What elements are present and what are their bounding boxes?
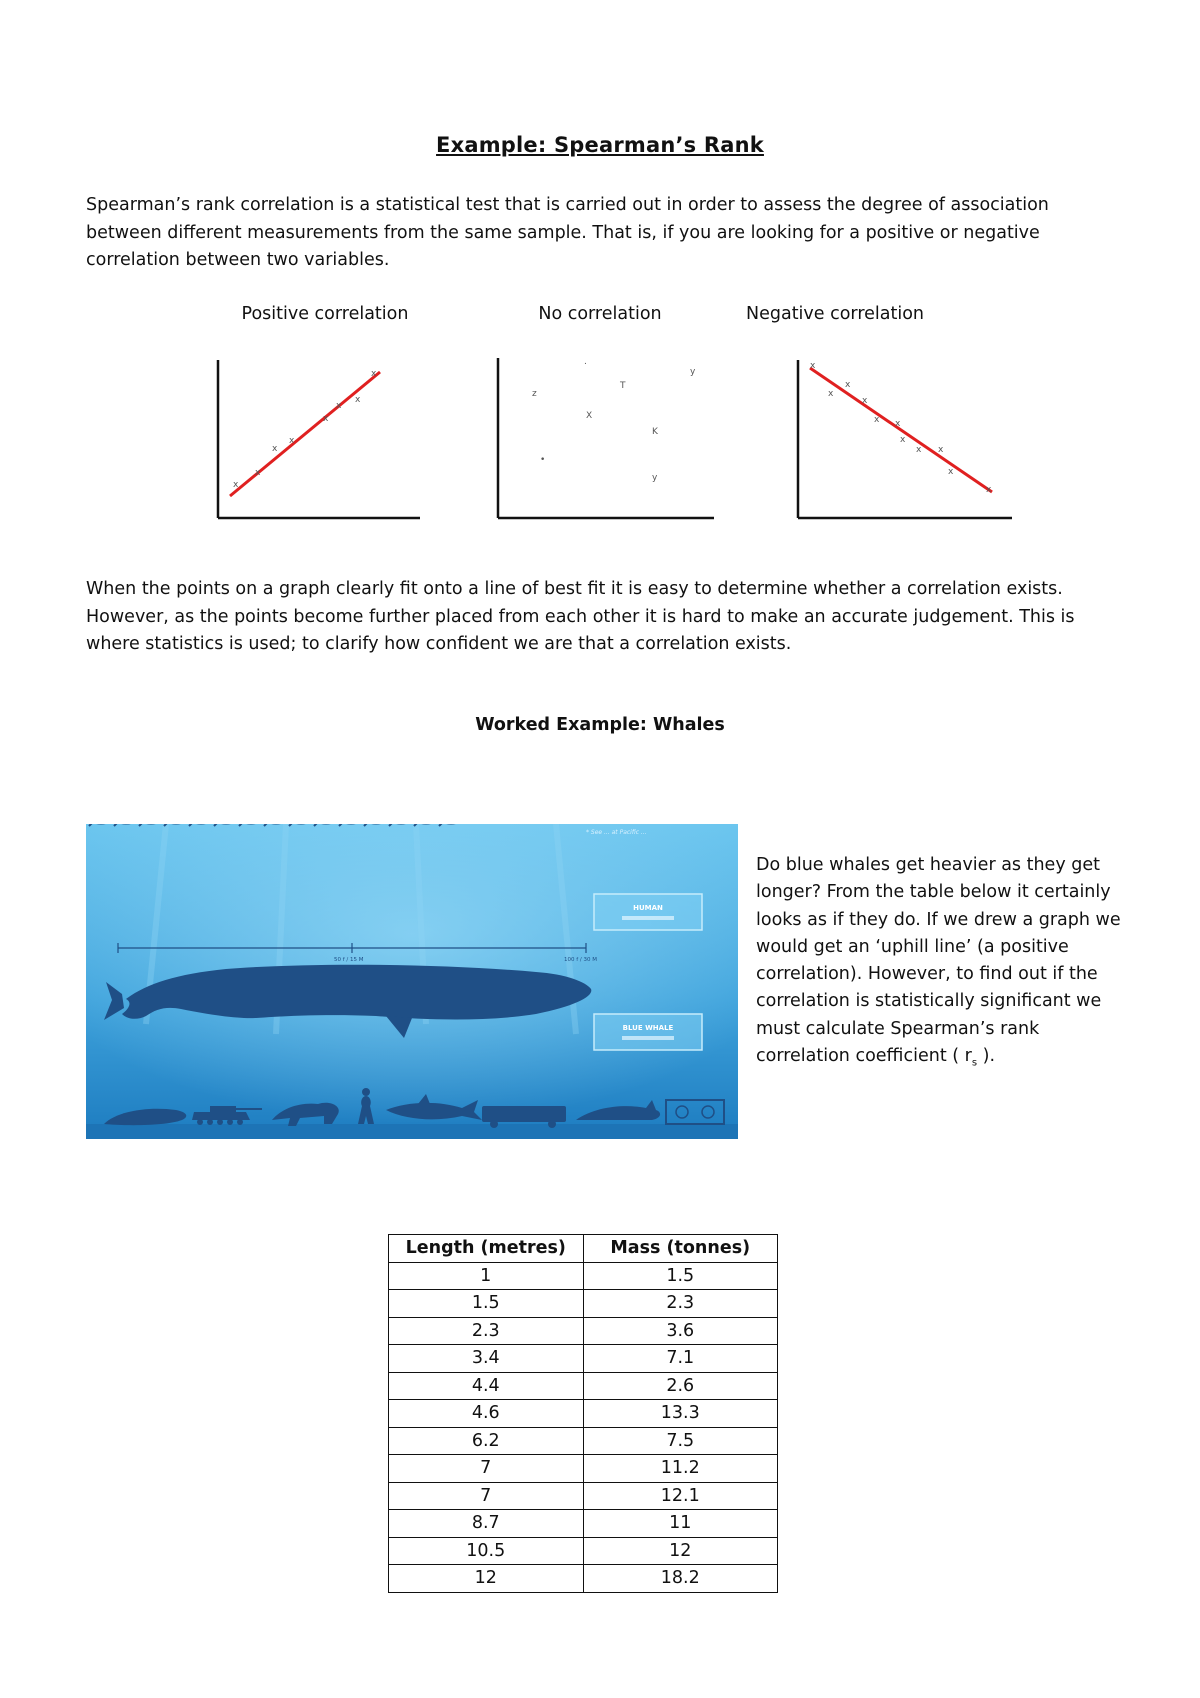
table-row <box>389 1537 778 1565</box>
blue-whale-label: BLUE WHALE <box>622 1024 674 1032</box>
svg-text:x: x <box>900 435 906 445</box>
svg-text:x: x <box>272 444 278 454</box>
length-cell: 12 <box>389 1565 584 1593</box>
table-row <box>389 1317 778 1345</box>
svg-text:x: x <box>874 415 880 425</box>
page-title: Example: Spearman’s Rank <box>436 133 764 157</box>
mass-cell: 2.6 <box>583 1372 778 1400</box>
svg-text:K: K <box>652 427 658 437</box>
svg-text:x: x <box>289 436 295 446</box>
svg-text:x: x <box>948 467 954 477</box>
svg-text:x: x <box>986 485 992 495</box>
svg-text:x: x <box>233 480 239 490</box>
whale-size-comparison-image <box>86 824 738 1139</box>
worked-example-heading: Worked Example: Whales <box>475 715 725 735</box>
scale-mid-label: 50 f / 15 M <box>334 957 364 963</box>
svg-text:x: x <box>862 396 868 406</box>
mass-cell: 12.1 <box>583 1482 778 1510</box>
length-cell: 1 <box>389 1262 584 1290</box>
table-body <box>389 1262 778 1592</box>
table-header-row <box>389 1235 778 1263</box>
svg-text:x: x <box>810 361 816 371</box>
intro-paragraph: Spearman’s rank correlation is a statistical test that is carried out in order to assess the degree of association between different measurements from the same sample. That is, if you are looking for a positive or negative correlation between two variables. <box>86 195 1049 270</box>
svg-text:x: x <box>916 445 922 455</box>
svg-text:x: x <box>323 414 329 424</box>
table-row <box>389 1510 778 1538</box>
explanation-paragraph: When the points on a graph clearly fit onto a line of best fit it is easy to determine whether a correlation exists. However, as the points become further placed from each other it is hard to make an accurate judgement. This is where statistics is used; to clarify how confident we are that a correlation exists. <box>86 579 1075 654</box>
table-row <box>389 1482 778 1510</box>
table-row <box>389 1427 778 1455</box>
human-label: HUMAN <box>633 904 663 912</box>
length-cell: 2.3 <box>389 1317 584 1345</box>
scale-end-label: 100 f / 30 M <box>564 957 598 963</box>
table-row <box>389 1400 778 1428</box>
mass-column-header: Mass (tonnes) <box>583 1235 778 1263</box>
table-row <box>389 1290 778 1318</box>
mass-cell: 2.3 <box>583 1290 778 1318</box>
side-text-body: Do blue whales get heavier as they get longer? From the table below it certainly looks as if they do. If we drew a graph we would get an ‘uphill line’ (a positive correlation). However, to find out if the correlation is statistically significant we must calculate Spearman’s rank correlation coefficient <box>756 855 1121 1067</box>
mass-cell: 7.1 <box>583 1345 778 1373</box>
mass-cell: 3.6 <box>583 1317 778 1345</box>
negative-correlation-graph <box>790 354 1014 526</box>
coefficient-symbol <box>952 1046 996 1069</box>
svg-text:y: y <box>690 367 696 377</box>
svg-text:* See ... at Pacific ...: * See ... at Pacific ... <box>586 829 647 836</box>
coefficient-subscript: s <box>971 1057 978 1069</box>
length-cell: 6.2 <box>389 1427 584 1455</box>
table-row <box>389 1455 778 1483</box>
whale-data-table <box>388 1234 778 1593</box>
svg-text:z: z <box>532 389 537 399</box>
length-cell: 8.7 <box>389 1510 584 1538</box>
side-question-paragraph <box>756 852 1126 1077</box>
length-cell: 7 <box>389 1482 584 1510</box>
mass-cell: 18.2 <box>583 1565 778 1593</box>
mass-cell: 1.5 <box>583 1262 778 1290</box>
svg-text:x: x <box>895 419 901 429</box>
length-cell: 7 <box>389 1455 584 1483</box>
negative-correlation-label: Negative correlation <box>746 304 924 324</box>
svg-text:x: x <box>371 369 377 379</box>
positive-correlation-graph <box>208 354 422 526</box>
length-cell: 4.4 <box>389 1372 584 1400</box>
no-correlation-graph <box>488 354 716 526</box>
table-row <box>389 1345 778 1373</box>
svg-text:x: x <box>255 468 261 478</box>
line-of-best-fit <box>230 372 380 496</box>
svg-text:y: y <box>652 473 658 483</box>
svg-text:x: x <box>336 401 342 411</box>
positive-correlation-label: Positive correlation <box>241 304 409 324</box>
svg-text:x: x <box>828 389 834 399</box>
mass-cell: 12 <box>583 1537 778 1565</box>
line-of-best-fit <box>810 368 992 492</box>
length-cell: 1.5 <box>389 1290 584 1318</box>
svg-text:T: T <box>620 381 626 391</box>
coefficient-symbol-close: ). <box>977 1046 996 1067</box>
mass-cell: 7.5 <box>583 1427 778 1455</box>
table-row <box>389 1372 778 1400</box>
length-column-header: Length (metres) <box>389 1235 584 1263</box>
no-correlation-label: No correlation <box>538 304 662 324</box>
svg-text:X: X <box>586 411 593 421</box>
mass-cell: 11 <box>583 1510 778 1538</box>
table-row <box>389 1262 778 1290</box>
length-cell: 10.5 <box>389 1537 584 1565</box>
svg-text:.: . <box>584 357 587 367</box>
coefficient-symbol-letter: ( r <box>952 1046 972 1067</box>
svg-text:x: x <box>845 380 851 390</box>
table-row <box>389 1565 778 1593</box>
svg-text:•: • <box>540 455 546 465</box>
svg-text:x: x <box>355 395 361 405</box>
svg-text:x: x <box>938 445 944 455</box>
length-cell: 4.6 <box>389 1400 584 1428</box>
length-cell: 3.4 <box>389 1345 584 1373</box>
mass-cell: 13.3 <box>583 1400 778 1428</box>
mass-cell: 11.2 <box>583 1455 778 1483</box>
